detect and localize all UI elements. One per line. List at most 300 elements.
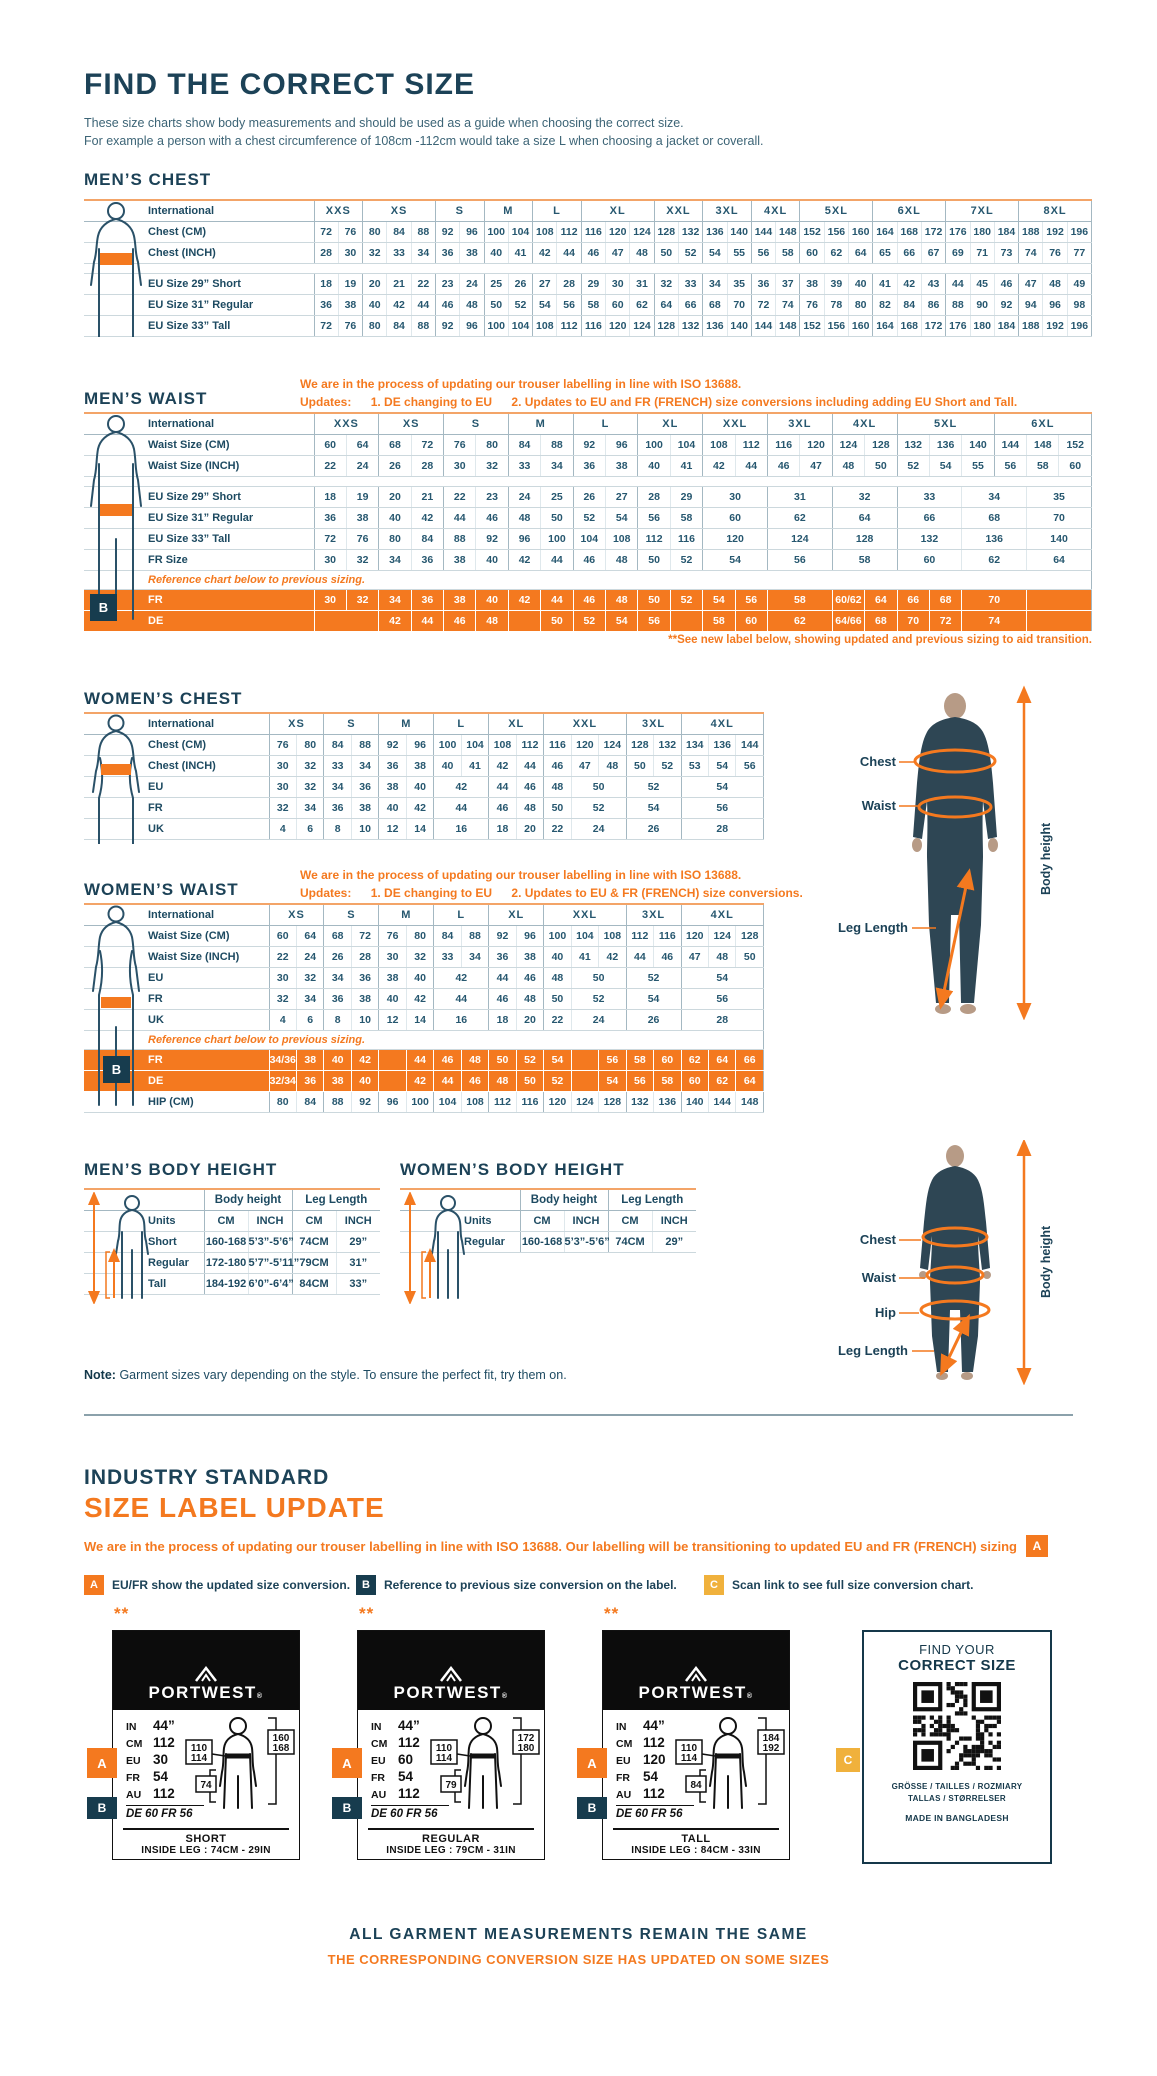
size-cell: 39 [824, 274, 848, 295]
units-label: Units [400, 1211, 520, 1232]
size-cell: 42 [406, 798, 433, 819]
size-cell: 27 [533, 274, 557, 295]
size-cell: 104 [461, 735, 488, 756]
row-label: Waist Size (INCH) [84, 947, 269, 968]
size-cell: 124 [709, 926, 736, 947]
size-cell: 56 [736, 756, 764, 777]
table-row [84, 487, 1092, 508]
size-cell: 60 [654, 1050, 681, 1071]
update-2-text: Updates to EU & FR (FRENCH) size conversions. [524, 886, 803, 900]
fit-label: Short [84, 1232, 204, 1253]
size-cell: 44 [557, 243, 581, 264]
badge-a-icon: A [577, 1748, 607, 1778]
size-cell: 28 [638, 487, 670, 508]
size-cell: 60/62 [832, 590, 864, 611]
size-cell: 60 [1059, 456, 1092, 477]
note-text: Garment sizes vary depending on the style. To ensure the perfect fit, try them on. [119, 1368, 567, 1382]
garment-note [84, 1368, 567, 1382]
size-cell: 152 [800, 222, 824, 243]
size-cell: 24 [571, 1010, 626, 1031]
measure-cell: 6’0”-6’4” [248, 1274, 292, 1295]
row-label: EU Size 29” Short [84, 487, 314, 508]
row-label: EU Size 33” Tall [84, 316, 314, 337]
size-column-xxl: XXL [654, 200, 703, 222]
size-cell: 40 [638, 456, 670, 477]
size-cell: 148 [736, 1092, 764, 1113]
size-column-m: M [379, 713, 434, 735]
size-cell: 26 [626, 819, 681, 840]
size-cell: 37 [776, 274, 800, 295]
size-cell [379, 1050, 406, 1071]
size-cell: 62 [962, 550, 1027, 571]
size-cell: 64 [832, 508, 897, 529]
size-cell: 44 [946, 274, 970, 295]
size-cell: 68 [379, 435, 411, 456]
size-cell: 144 [709, 1092, 736, 1113]
size-cell: 60 [681, 1071, 708, 1092]
size-cell: 54 [681, 968, 763, 989]
size-cell: 36 [411, 590, 443, 611]
size-cell: 20 [516, 819, 543, 840]
size-column-xs: XS [363, 200, 436, 222]
size-cell: 47 [1019, 274, 1043, 295]
row-label: FR [84, 590, 314, 611]
size-cell: 140 [727, 316, 751, 337]
legend-item-a [84, 1574, 350, 1596]
size-cell: 34 [296, 989, 323, 1010]
size-cell: 168 [897, 222, 921, 243]
size-cell: 56 [994, 456, 1026, 477]
page-title: FIND THE CORRECT SIZE [84, 68, 476, 101]
size-cell: 58 [654, 1071, 681, 1092]
unit-cell: CM [292, 1211, 336, 1232]
qr-size-card [862, 1630, 1052, 1864]
svg-text:110: 110 [190, 1743, 208, 1754]
svg-text:160: 160 [272, 1733, 290, 1744]
size-cell: 58 [703, 611, 735, 632]
row-label: DE [84, 1071, 269, 1092]
size-cell: 68 [929, 590, 961, 611]
size-cell: 172 [921, 316, 945, 337]
size-cell: 36 [411, 550, 443, 571]
size-cell: 92 [379, 735, 406, 756]
qr-langs-line-2: TALLAS / STØRRELSER [908, 1794, 1006, 1803]
size-cell: 96 [606, 435, 638, 456]
size-cell: 52 [573, 508, 605, 529]
size-cell: 136 [929, 435, 961, 456]
size-cell: 60 [314, 435, 346, 456]
size-cell: 124 [630, 222, 654, 243]
womens-waist-updates-note [300, 886, 803, 900]
svg-text:79: 79 [445, 1780, 457, 1791]
size-cell: 140 [1027, 529, 1092, 550]
size-cell: 54 [681, 777, 763, 798]
size-cell: 100 [544, 926, 571, 947]
unit-cell: CM [204, 1211, 248, 1232]
size-cell: 46 [489, 989, 516, 1010]
size-cell: 132 [678, 222, 702, 243]
row-label: EU [84, 777, 269, 798]
size-cell: 45 [970, 274, 994, 295]
size-cell: 44 [434, 1071, 461, 1092]
size-cell: 132 [897, 435, 929, 456]
mens-body-height-wrap [84, 1188, 380, 1295]
size-cell: 40 [406, 968, 433, 989]
spec-value: 112 [398, 1786, 420, 1801]
size-cell: 44 [735, 456, 767, 477]
size-cell: 80 [476, 435, 508, 456]
size-cell: 32 [654, 274, 678, 295]
size-cell: 4 [269, 819, 296, 840]
size-column-6xl: 6XL [994, 413, 1091, 435]
size-cell: 18 [314, 274, 338, 295]
group-header: Leg Length [292, 1189, 380, 1211]
units-label: Units [84, 1211, 204, 1232]
fit-name: SHORT [185, 1833, 227, 1845]
size-cell: 32 [406, 947, 433, 968]
portwest-logo [358, 1631, 544, 1710]
size-cell: 66 [897, 590, 929, 611]
size-cell: 60 [735, 611, 767, 632]
size-cell: 84 [387, 222, 411, 243]
size-cell: 56 [681, 989, 763, 1010]
size-cell: 6 [296, 819, 323, 840]
size-column-6xl: 6XL [873, 200, 946, 222]
size-cell: 70 [897, 611, 929, 632]
size-cell: 54 [544, 1050, 571, 1071]
size-cell: 108 [461, 1092, 488, 1113]
size-column-xl: XL [489, 904, 544, 926]
size-cell: 40 [434, 756, 461, 777]
size-cell: 84 [296, 1092, 323, 1113]
svg-text:84: 84 [690, 1780, 702, 1791]
portwest-logo [113, 1631, 299, 1710]
size-column-s: S [324, 713, 379, 735]
size-cell: 128 [736, 926, 764, 947]
measure-cell: 160-168 [204, 1232, 248, 1253]
size-cell: 176 [946, 316, 970, 337]
size-cell: 64 [296, 926, 323, 947]
size-cell: 120 [544, 1092, 571, 1113]
size-cell: 92 [351, 1092, 378, 1113]
size-cell: 8 [324, 1010, 351, 1031]
size-cell: 46 [767, 456, 799, 477]
size-cell: 34 [541, 456, 573, 477]
size-cell: 144 [994, 435, 1026, 456]
size-cell: 128 [865, 435, 897, 456]
size-cell: 160 [849, 316, 873, 337]
size-cell: 48 [516, 798, 543, 819]
size-cell: 38 [800, 274, 824, 295]
size-cell: 70 [727, 295, 751, 316]
row-label: EU [84, 968, 269, 989]
size-cell: 38 [444, 590, 476, 611]
measure-cell: 29” [652, 1232, 696, 1253]
brand-name: PORTWEST® [148, 1683, 264, 1702]
size-cell: 40 [849, 274, 873, 295]
female-chest-label: Chest [859, 1232, 896, 1247]
portwest-diamond-icon [683, 1666, 709, 1682]
size-cell: 54 [626, 798, 681, 819]
size-cell: 64 [865, 590, 897, 611]
size-cell: 124 [767, 529, 832, 550]
size-cell: 116 [670, 529, 702, 550]
table-row [84, 611, 1092, 632]
spec-value: 54 [398, 1769, 414, 1784]
size-cell [379, 1071, 406, 1092]
size-cell: 38 [346, 508, 378, 529]
size-cell: 42 [508, 590, 540, 611]
size-cell: 120 [703, 529, 768, 550]
size-cell: 34 [703, 274, 727, 295]
size-cell: 38 [460, 243, 484, 264]
womens-waist-iso-note: We are in the process of updating our trouser labelling in line with ISO 13688. [300, 868, 742, 882]
size-cell: 96 [379, 1092, 406, 1113]
size-cell: 42 [434, 968, 489, 989]
size-cell: 35 [1027, 487, 1092, 508]
size-cell: 80 [296, 735, 323, 756]
spec-key: IN [616, 1721, 627, 1733]
legend-item-b [356, 1574, 677, 1596]
badge-b-icon: B [87, 1797, 117, 1819]
size-cell: 66 [678, 295, 702, 316]
size-cell: 52 [897, 456, 929, 477]
size-cell: 52 [670, 550, 702, 571]
industry-paragraph-text: We are in the process of updating our trouser labelling in line with ISO 13688. Our labelling will be transitioning to updated EU and FR (FRENCH) sizing [84, 1538, 1017, 1554]
spec-key: EU [126, 1755, 141, 1767]
spec-value: 112 [643, 1735, 665, 1750]
size-column-xs: XS [269, 713, 324, 735]
size-cell: 112 [557, 316, 581, 337]
table-row [84, 508, 1092, 529]
size-cell: 42 [703, 456, 735, 477]
size-cell: 38 [324, 1071, 351, 1092]
size-cell: 36 [351, 777, 378, 798]
size-cell: 41 [571, 947, 598, 968]
size-cell: 38 [444, 550, 476, 571]
size-cell: 88 [444, 529, 476, 550]
size-cell: 188 [1019, 222, 1043, 243]
size-cell: 52 [571, 798, 626, 819]
size-cell: 50 [544, 798, 571, 819]
fit-label: Regular [400, 1232, 520, 1253]
size-cell: 28 [351, 947, 378, 968]
size-cell: 48 [476, 611, 508, 632]
spec-value: 112 [153, 1786, 175, 1801]
size-cell: 23 [435, 274, 459, 295]
size-cell: 32 [296, 968, 323, 989]
size-cell: 36 [296, 1071, 323, 1092]
spec-value: 120 [643, 1752, 666, 1767]
size-cell: 56 [557, 295, 581, 316]
table-row [84, 571, 1092, 590]
body-height-figure-icon [86, 1192, 168, 1304]
mens-body-height-heading: MEN’S BODY HEIGHT [84, 1160, 278, 1179]
size-cell: 52 [571, 989, 626, 1010]
table-row [84, 947, 764, 968]
size-cell: 47 [571, 756, 598, 777]
size-cell: 62 [630, 295, 654, 316]
size-cell: 44 [434, 989, 489, 1010]
svg-text:192: 192 [762, 1743, 780, 1754]
size-column-3xl: 3XL [767, 413, 832, 435]
size-table [84, 199, 1092, 337]
size-cell: 180 [970, 222, 994, 243]
label-stars: ** [604, 1604, 620, 1623]
size-cell: 33 [678, 274, 702, 295]
size-cell: 76 [338, 316, 362, 337]
size-cell: 42 [508, 550, 540, 571]
size-cell: 38 [406, 756, 433, 777]
table-row [84, 777, 764, 798]
size-column-xs: XS [379, 413, 444, 435]
footer-line-1: ALL GARMENT MEASUREMENTS REMAIN THE SAME [349, 1926, 808, 1943]
size-cell: 24 [571, 819, 626, 840]
spec-key: CM [371, 1738, 388, 1750]
badge-b-icon: B [356, 1575, 376, 1595]
size-cell: 34 [324, 777, 351, 798]
size-cell: 112 [735, 435, 767, 456]
legend-c-text: Scan link to see full size conversion chart. [732, 1578, 974, 1592]
label-body [603, 1710, 789, 1828]
size-cell: 22 [544, 1010, 571, 1031]
size-column-4xl: 4XL [681, 904, 763, 926]
size-cell: 33 [324, 756, 351, 777]
size-cell: 72 [314, 529, 346, 550]
size-cell: 46 [994, 274, 1018, 295]
measure-cell: 5’3”-5’6” [564, 1232, 608, 1253]
unit-cell: CM [520, 1211, 564, 1232]
size-cell: 58 [626, 1050, 653, 1071]
size-cell: 47 [606, 243, 630, 264]
label-footer [123, 1828, 289, 1856]
legend-b-text: Reference to previous size conversion on the label. [384, 1578, 677, 1592]
size-cell: 68 [865, 611, 897, 632]
footer-line-2: THE CORRESPONDING CONVERSION SIZE HAS UPDATED ON SOME SIZES [327, 1952, 830, 1967]
male-leg-label: Leg Length [837, 920, 908, 935]
spec-key: CM [616, 1738, 633, 1750]
row-label: EU Size 29” Short [84, 274, 314, 295]
size-cell: 58 [581, 295, 605, 316]
size-cell: 40 [363, 295, 387, 316]
size-cell: 48 [606, 590, 638, 611]
size-cell: 48 [606, 550, 638, 571]
size-cell: 44 [541, 590, 573, 611]
update-1-text: DE changing to EU [384, 886, 493, 900]
size-cell: 88 [411, 316, 435, 337]
size-cell: 96 [1043, 295, 1067, 316]
row-label: DE [84, 611, 314, 632]
size-cell: 58 [767, 590, 832, 611]
size-cell: 42 [387, 295, 411, 316]
size-cell: 74 [776, 295, 800, 316]
size-column-l: L [573, 413, 638, 435]
size-cell: 12 [379, 1010, 406, 1031]
size-cell: 48 [832, 456, 864, 477]
male-body-height-label: Body height [1039, 822, 1053, 895]
column-header-international: International [84, 200, 314, 222]
size-cell: 22 [544, 819, 571, 840]
size-cell: 36 [324, 989, 351, 1010]
size-cell: 41 [873, 274, 897, 295]
size-cell: 48 [489, 1071, 516, 1092]
size-column-3xl: 3XL [626, 904, 681, 926]
size-cell: 30 [606, 274, 630, 295]
spec-value: 44” [643, 1718, 665, 1733]
size-cell: 31 [767, 487, 832, 508]
size-cell: 136 [654, 1092, 681, 1113]
size-cell: 120 [800, 435, 832, 456]
size-cell: 38 [296, 1050, 323, 1071]
size-cell: 34 [411, 243, 435, 264]
size-cell: 100 [406, 1092, 433, 1113]
size-cell: 38 [606, 456, 638, 477]
size-cell: 12 [379, 819, 406, 840]
size-cell: 88 [946, 295, 970, 316]
size-cell: 32 [296, 756, 323, 777]
update-1-text: DE changing to EU [384, 395, 493, 409]
size-cell: 36 [435, 243, 459, 264]
reference-badge-b-womens: B [103, 1056, 130, 1083]
size-cell: 56 [751, 243, 775, 264]
size-cell: 66 [897, 243, 921, 264]
size-cell: 14 [406, 1010, 433, 1031]
size-cell: 42 [897, 274, 921, 295]
size-cell: 82 [873, 295, 897, 316]
size-cell: 33 [897, 487, 962, 508]
size-cell: 40 [351, 1071, 378, 1092]
size-cell: 58 [1027, 456, 1059, 477]
mens-waist-updates-note [300, 395, 1017, 409]
size-cell: 10 [351, 1010, 378, 1031]
table-row [84, 477, 1092, 487]
size-cell: 22 [444, 487, 476, 508]
table-row [84, 926, 764, 947]
size-cell: 36 [379, 756, 406, 777]
size-cell: 60 [269, 926, 296, 947]
size-cell: 21 [387, 274, 411, 295]
size-cell: 80 [379, 529, 411, 550]
size-cell: 36 [314, 295, 338, 316]
size-cell: 128 [832, 529, 897, 550]
size-cell: 29 [670, 487, 702, 508]
size-cell: 30 [379, 947, 406, 968]
size-cell: 112 [489, 1092, 516, 1113]
size-cell: 32 [346, 550, 378, 571]
size-cell: 88 [351, 735, 378, 756]
spec-key: FR [126, 1772, 140, 1784]
size-cell: 64/66 [832, 611, 864, 632]
inside-leg-text: INSIDE LEG : 84CM - 33IN [631, 1845, 761, 1856]
inside-leg-text: INSIDE LEG : 74CM - 29IN [141, 1845, 271, 1856]
size-cell: 34 [461, 947, 488, 968]
size-cell: 46 [516, 968, 543, 989]
updates-label: Updates: [300, 886, 352, 900]
size-cell [670, 611, 702, 632]
size-cell: 21 [411, 487, 443, 508]
male-torso-figure-icon [86, 201, 146, 337]
size-cell: 56 [638, 508, 670, 529]
label-figure-diagram [674, 1714, 786, 1814]
svg-text:110: 110 [680, 1743, 698, 1754]
measure-cell: 184-192 [204, 1274, 248, 1295]
size-table [84, 903, 764, 1113]
size-cell: 94 [1019, 295, 1043, 316]
size-cell: 24 [346, 456, 378, 477]
size-cell: 96 [508, 529, 540, 550]
size-cell: 32 [296, 777, 323, 798]
size-cell: 68 [703, 295, 727, 316]
